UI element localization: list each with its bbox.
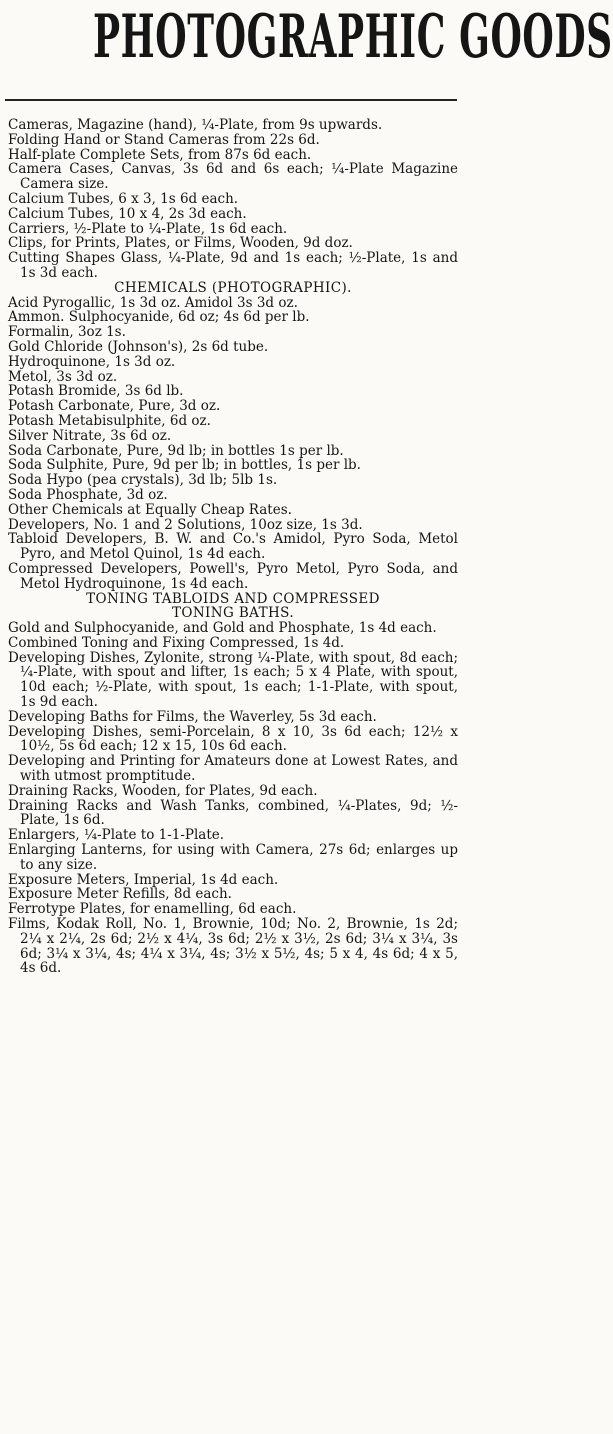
- list-item: Enlarging Lanterns, for using with Camera, 27s 6d; enlarges up to any size.: [8, 842, 458, 873]
- list-item: Cutting Shapes Glass, ¼-Plate, 9d and 1s each; ½-Plate, 1s and 1s 3d each.: [8, 250, 458, 281]
- list-item: Soda Carbonate, Pure, 9d lb; in bottles 1s per lb.: [8, 442, 344, 459]
- list-item: Clips, for Prints, Plates, or Films, Wooden, 9d doz.: [8, 235, 353, 252]
- list-item: Potash Carbonate, Pure, 3d oz.: [8, 398, 221, 415]
- list-item: Potash Metabisulphite, 6d oz.: [8, 412, 211, 429]
- list-item: Exposure Meters, Imperial, 1s 4d each.: [8, 871, 279, 888]
- list-item: Combined Toning and Fixing Compressed, 1s 4d.: [8, 634, 345, 651]
- section-heading-toning: [8, 592, 458, 622]
- list-item: Gold and Sulphocyanide, and Gold and Phosphate, 1s 4d each.: [8, 620, 437, 637]
- list-item: Exposure Meter Refills, 8d each.: [8, 886, 232, 903]
- list-item: Potash Bromide, 3s 6d lb.: [8, 383, 184, 400]
- list-item: Films, Kodak Roll, No. 1, Brownie, 10d; No. 2, Brownie, 1s 2d; 2¼ x 2¼, 2s 6d; 2½ x 4¼, 3s 6d; 2½ x 3½, 2s 6d; 3¼ x 3¼, 3s 6d; 3¼ x 3¼, 4s; 4¼ x 3¼, 4s; 3½ x 5½, 4s; 5 x 4, 4s 6d; 4 x 5, 4s 6d.: [8, 916, 458, 977]
- list-item: Folding Hand or Stand Cameras from 22s 6d.: [8, 131, 320, 148]
- list-item: Cameras, Magazine (hand), ¼-Plate, from 9s upwards.: [8, 117, 383, 133]
- list-item: Developers, No. 1 and 2 Solutions, 10oz size, 1s 3d.: [8, 516, 363, 533]
- price-list: [8, 118, 458, 976]
- list-item: Gold Chloride (Johnson's), 2s 6d tube.: [8, 338, 269, 355]
- list-item: Draining Racks and Wash Tanks, combined, ¼-Plates, 9d; ½-Plate, 1s 6d.: [8, 797, 458, 829]
- list-item: Calcium Tubes, 10 x 4, 2s 3d each.: [8, 205, 247, 222]
- section-heading-toning-line1: TONING TABLOIDS AND COMPRESSED: [86, 590, 380, 607]
- page-title: PHOTOGRAPHIC GOODS: [93, 2, 613, 72]
- list-item: Developing Baths for Films, the Waverley, 5s 3d each.: [8, 708, 377, 725]
- list-item: Developing Dishes, semi-Porcelain, 8 x 10, 3s 6d each; 12½ x 10½, 5s 6d each; 12 x 15, 10s 6d each.: [8, 723, 458, 755]
- list-item: Developing Dishes, Zylonite, strong ¼-Plate, with spout, 8d each; ¼-Plate, with spout and lifter, 1s each; 5 x 4 Plate, with spout, 10d each; ½-Plate, with spout, 1s each; 1-1-Plate, with spout, 1s 9d each.: [8, 649, 458, 711]
- list-item: Other Chemicals at Equally Cheap Rates.: [8, 501, 292, 518]
- list-item: Developing and Printing for Amateurs done at Lowest Rates, and with utmost promptitude.: [8, 753, 458, 785]
- list-item: Camera Cases, Canvas, 3s 6d and 6s each; ¼-Plate Magazine Camera size.: [8, 161, 458, 193]
- list-item: Ammon. Sulphocyanide, 6d oz; 4s 6d per lb.: [8, 309, 310, 326]
- list-item: Tabloid Developers, B. W. and Co.'s Amidol, Pyro Soda, Metol Pyro, and Metol Quinol, 1s 4d each.: [8, 531, 458, 563]
- list-item: Carriers, ½-Plate to ¼-Plate, 1s 6d each.: [8, 220, 288, 237]
- list-item: Formalin, 3oz 1s.: [8, 324, 126, 341]
- list-item: Soda Phosphate, 3d oz.: [8, 486, 168, 503]
- list-item: Metol, 3s 3d oz.: [8, 368, 118, 385]
- list-item: Hydroquinone, 1s 3d oz.: [8, 353, 176, 370]
- section-heading-chemicals: CHEMICALS (PHOTOGRAPHIC).: [114, 279, 352, 296]
- list-item: Enlargers, ¼-Plate to 1-1-Plate.: [8, 827, 225, 844]
- list-item: Soda Sulphite, Pure, 9d per lb; in bottles, 1s per lb.: [8, 457, 361, 474]
- title-rule: [5, 99, 457, 101]
- list-item: Acid Pyrogallic, 1s 3d oz. Amidol 3s 3d oz.: [8, 294, 298, 311]
- list-item: Silver Nitrate, 3s 6d oz.: [8, 427, 172, 444]
- section-heading-toning-line2: TONING BATHS.: [171, 605, 295, 622]
- list-item: Soda Hypo (pea crystals), 3d lb; 5lb 1s.: [8, 472, 278, 489]
- list-item: Draining Racks, Wooden, for Plates, 9d each.: [8, 782, 318, 799]
- list-item: Compressed Developers, Powell's, Pyro Metol, Pyro Soda, and Metol Hydroquinone, 1s 4d each.: [8, 560, 458, 592]
- list-item: Half-plate Complete Sets, from 87s 6d each.: [8, 146, 312, 163]
- list-item: Ferrotype Plates, for enamelling, 6d each.: [8, 901, 297, 918]
- list-item: Calcium Tubes, 6 x 3, 1s 6d each.: [8, 190, 239, 207]
